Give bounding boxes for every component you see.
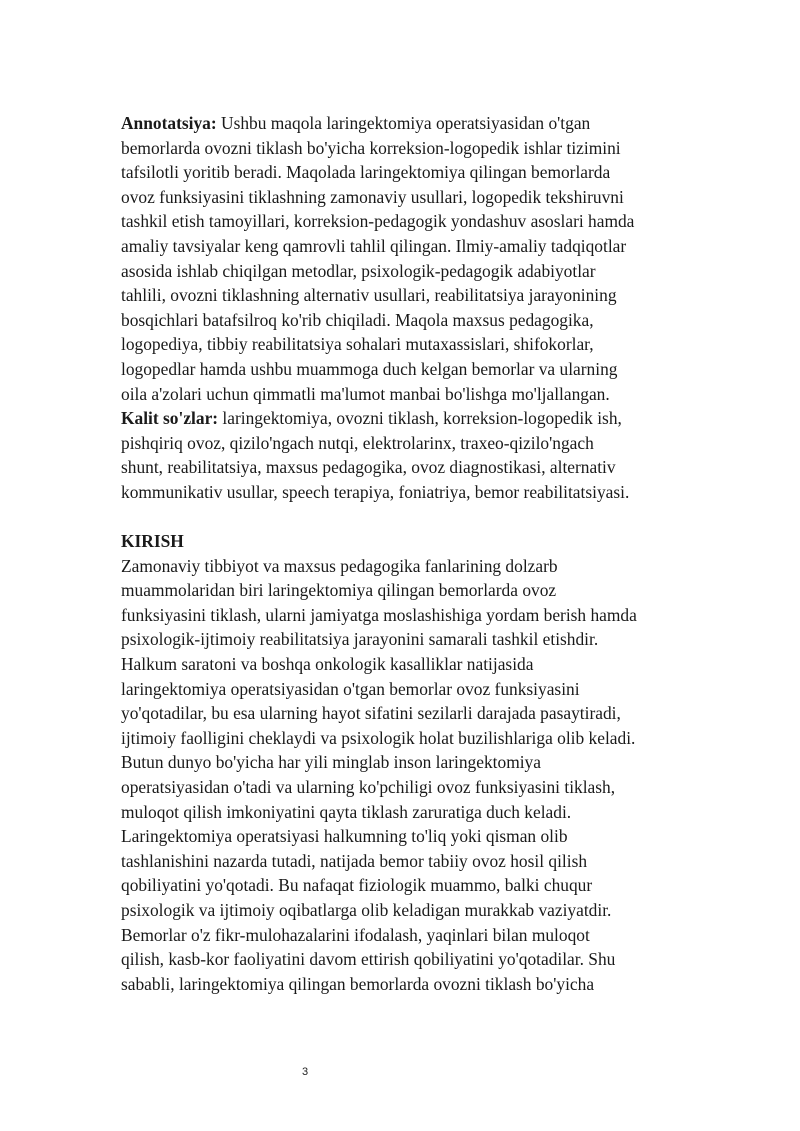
introduction-line: Halkum saratoni va boshqa onkologik kasalliklar natijasida [121, 654, 534, 675]
page-number: 3 [302, 1066, 309, 1078]
keywords-paragraph [121, 406, 687, 504]
annotation-line: ovoz funksiyasini tiklashning zamonaviy usullari, logopedik tekshiruvni [121, 186, 624, 207]
introduction-line: tashlanishini nazarda tutadi, natijada bemor tabiiy ovoz hosil qilish [121, 850, 588, 871]
introduction-line: funksiyasini tiklash, ularni jamiyatga moslashishiga yordam berish hamda [121, 604, 637, 625]
annotation-line: oila a'zolari uchun qimmatli ma'lumot manbai bo'lishga mo'ljallangan. [121, 383, 610, 404]
annotation-line: tahlili, ovozni tiklashning alternativ usullari, reabilitatsiya jarayonining [121, 285, 617, 306]
annotation-line-1 [121, 111, 687, 136]
introduction-line: muammolaridan biri laringektomiya qilingan bemorlarda ovoz [121, 580, 557, 601]
annotation-line: tafsilotli yoritib beradi. Maqolada laringektomiya qilingan bemorlarda [121, 162, 611, 183]
annotation-line: asosida ishlab chiqilgan metodlar, psixologik-pedagogik adabiyotlar [121, 260, 596, 281]
keywords-label: Kalit so'zlar: [121, 408, 219, 429]
introduction-line: laringektomiya operatsiyasidan o'tgan bemorlar ovoz funksiyasini [121, 678, 580, 699]
annotation-line: bosqichlari batafsilroq ko'rib chiqiladi. Maqola maxsus pedagogika, [121, 309, 594, 330]
keywords-line: pishqiriq ovoz, qizilo'ngach nutqi, elektrolarinx, traxeo-qizilo'ngach [121, 432, 594, 453]
annotation-line: amaliy tavsiyalar keng qamrovli tahlil qilingan. Ilmiy-amaliy tadqiqotlar [121, 235, 627, 256]
introduction-line: psixologik-ijtimoiy reabilitatsiya jarayonini samarali tashkil etishdir. [121, 629, 599, 650]
introduction-line: Laringektomiya operatsiyasi halkumning to'liq yoki qisman olib [121, 826, 568, 847]
annotation-label: Annotatsiya: [121, 113, 217, 133]
introduction-line: operatsiyasidan o'tadi va ularning ko'pchiligi ovoz funksiyasini tiklash, [121, 777, 616, 798]
annotation-line: logopedlar hamda ushbu muammoga duch kelgan bemorlar va ularning [121, 358, 618, 379]
introduction-line: qobiliyatini yo'qotadi. Bu nafaqat fiziologik muammo, balki chuqur [121, 875, 593, 896]
annotation-paragraph [121, 111, 687, 406]
introduction-line: Butun dunyo bo'yicha har yili minglab inson laringektomiya [121, 752, 541, 773]
annotation-line: bemorlarda ovozni tiklash bo'yicha korreksion-logopedik ishlar tizimini [121, 137, 621, 158]
keywords-line: kommunikativ usullar, speech terapiya, foniatriya, bemor reabilitatsiyasi. [121, 481, 630, 502]
annotation-line: tashkil etish tamoyillari, korreksion-pedagogik yondashuv asoslari hamda [121, 211, 635, 232]
introduction-line: sababli, laringektomiya qilingan bemorlarda ovozni tiklash bo'yicha [121, 973, 595, 994]
introduction-line: Bemorlar o'z fikr-mulohazalarini ifodalash, yaqinlari bilan muloqot [121, 924, 590, 945]
document-page [121, 111, 687, 996]
introduction-line: muloqot qilish imkoniyatini qayta tiklash zaruratiga duch keladi. [121, 801, 572, 822]
introduction-line: yo'qotadilar, bu esa ularning hayot sifatini sezilarli darajada pasaytiradi, [121, 703, 621, 724]
keywords-text: laringektomiya, ovozni tiklash, korreksion-logopedik ish, [218, 408, 622, 429]
introduction-paragraph [121, 554, 687, 997]
introduction-line: qilish, kasb-kor faoliyatini davom ettirish qobiliyatini yo'qotadilar. Shu [121, 949, 616, 970]
annotation-text: Ushbu maqola laringektomiya operatsiyasidan o'tgan [216, 113, 591, 133]
introduction-line: psixologik va ijtimoiy oqibatlarga olib keladigan murakkab vaziyatdir. [121, 900, 612, 920]
section-heading-introduction: KIRISH [121, 531, 184, 552]
keywords-line: shunt, reabilitatsiya, maxsus pedagogika, ovoz diagnostikasi, alternativ [121, 457, 616, 478]
annotation-line: logopediya, tibbiy reabilitatsiya sohalari mutaxassislari, shifokorlar, [121, 334, 594, 355]
introduction-line: Zamonaviy tibbiyot va maxsus pedagogika fanlarining dolzarb [121, 555, 558, 576]
introduction-line: ijtimoiy faolligini cheklaydi va psixologik holat buzilishlariga olib keladi. [121, 727, 636, 748]
keywords-line-1 [121, 406, 687, 431]
